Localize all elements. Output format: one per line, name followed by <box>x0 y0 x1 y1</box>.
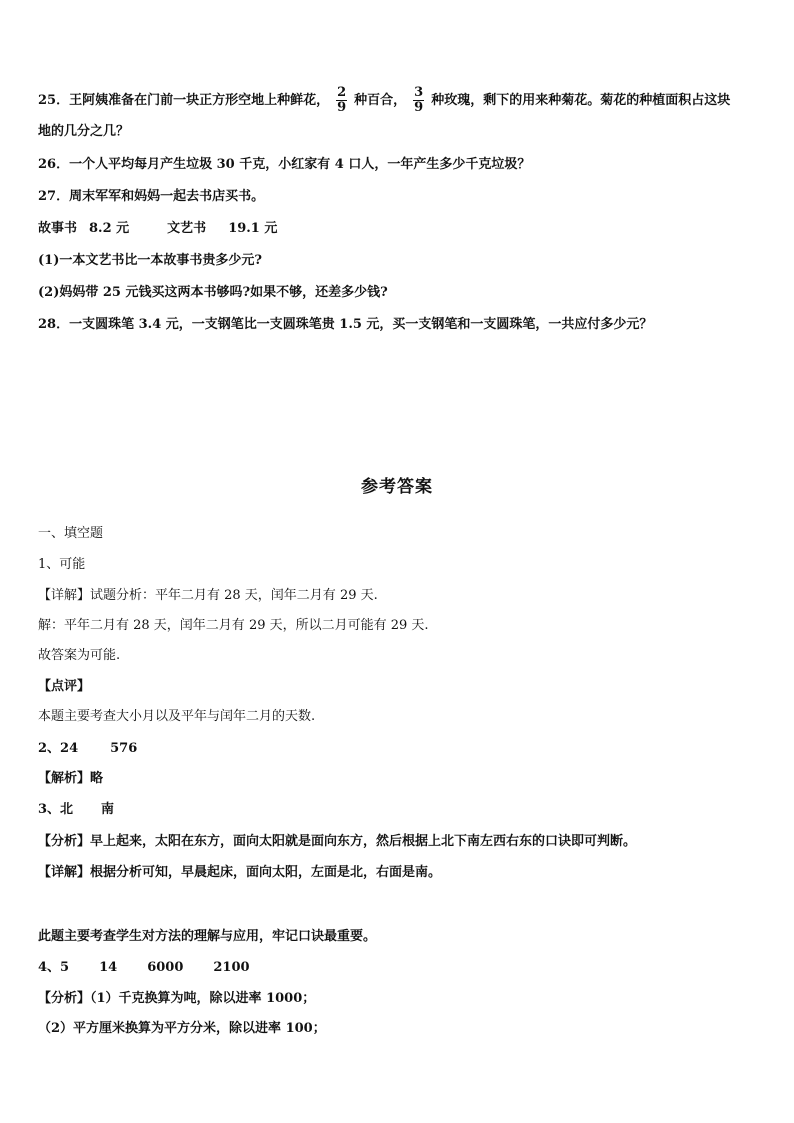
question-26: 26．一个人平均每月产生垃圾 30 千克，小红家有 4 口人，一年产生多少千克垃圾？ <box>38 157 531 172</box>
fraction-3-9 <box>413 86 424 115</box>
answer-2-head <box>38 740 137 758</box>
answer-3-comment: 此题主要考查学生对方法的理解与应用，牢记口诀最重要。 <box>38 929 377 944</box>
section-heading: 一、填空题 <box>38 526 104 541</box>
answer-4-head <box>38 959 250 977</box>
item-price-story-book: 8.2 元 <box>89 221 130 236</box>
answer-2-value-1: 2、24 <box>38 741 79 756</box>
item-name-literature-book: 文艺书 <box>167 221 207 236</box>
answer-1-comment-label: 【点评】 <box>38 679 91 694</box>
answer-1-comment: 本题主要考查大小月以及平年与闰年二月的天数. <box>38 709 316 724</box>
answer-3-detail: 【详解】根据分析可知，早晨起床，面向太阳，左面是北，右面是南。 <box>38 865 442 880</box>
answer-2-analysis: 【解析】略 <box>38 771 104 786</box>
answer-2-value-2: 576 <box>110 741 138 756</box>
answer-4-value-2: 14 <box>99 960 118 975</box>
answer-4-value-3: 6000 <box>147 960 184 975</box>
answer-4-analysis-2: （2）平方厘米换算为平方分米，除以进率 100； <box>38 1021 326 1036</box>
question-27-prices <box>38 220 277 238</box>
answer-4-analysis-1: 【分析】（1）千克换算为吨，除以进率 1000； <box>38 991 316 1006</box>
fraction-numerator: 3 <box>414 85 424 100</box>
answer-3-analysis: 【分析】早上起来，太阳在东方，面向太阳就是面向东方，然后根据上北下南左西右东的口诀即可判断。 <box>38 834 637 849</box>
fraction-2-9 <box>336 86 347 115</box>
question-28: 28．一支圆珠笔 3.4 元，一支钢笔比一支圆珠笔贵 1.5 元，买一支钢笔和一支圆珠笔，一共应付多少元？ <box>38 317 653 332</box>
answer-4-value-1: 4、5 <box>38 960 70 975</box>
question-25-line1 <box>38 86 730 115</box>
fraction-numerator: 2 <box>337 85 347 100</box>
answer-3-value-1: 3、北 <box>38 802 74 817</box>
answer-1-solve: 解：平年二月有 28 天，闰年二月有 29 天，所以二月可能有 29 天. <box>38 618 429 633</box>
question-27-stem: 27．周末军军和妈妈一起去书店买书。 <box>38 189 265 204</box>
answer-1-detail: 【详解】试题分析：平年二月有 28 天，闰年二月有 29 天. <box>38 588 378 603</box>
fraction-denominator: 9 <box>414 100 424 115</box>
answers-title: 参考答案 <box>361 477 433 497</box>
q25-text-part1: 25．王阿姨准备在门前一块正方形空地上种鲜花， <box>38 93 330 108</box>
item-name-story-book: 故事书 <box>38 221 78 236</box>
q25-text-part3: 种玫瑰，剩下的用来种菊花。菊花的种植面积占这块 <box>431 93 731 108</box>
answer-1-head: 1、可能 <box>38 557 86 572</box>
answer-4-value-4: 2100 <box>213 960 250 975</box>
question-27-sub2: (2)妈妈带 25 元钱买这两本书够吗?如果不够，还差多少钱? <box>38 285 388 300</box>
answer-1-conclusion: 故答案为可能. <box>38 648 121 663</box>
answer-3-value-2: 南 <box>101 802 115 817</box>
fraction-denominator: 9 <box>337 100 347 115</box>
question-27-sub1: (1)一本文艺书比一本故事书贵多少元? <box>38 253 262 268</box>
question-25-line2: 地的几分之几？ <box>38 124 130 139</box>
item-price-literature-book: 19.1 元 <box>228 221 278 236</box>
answer-3-head <box>38 801 114 819</box>
q25-text-part2: 种百合， <box>354 93 407 108</box>
